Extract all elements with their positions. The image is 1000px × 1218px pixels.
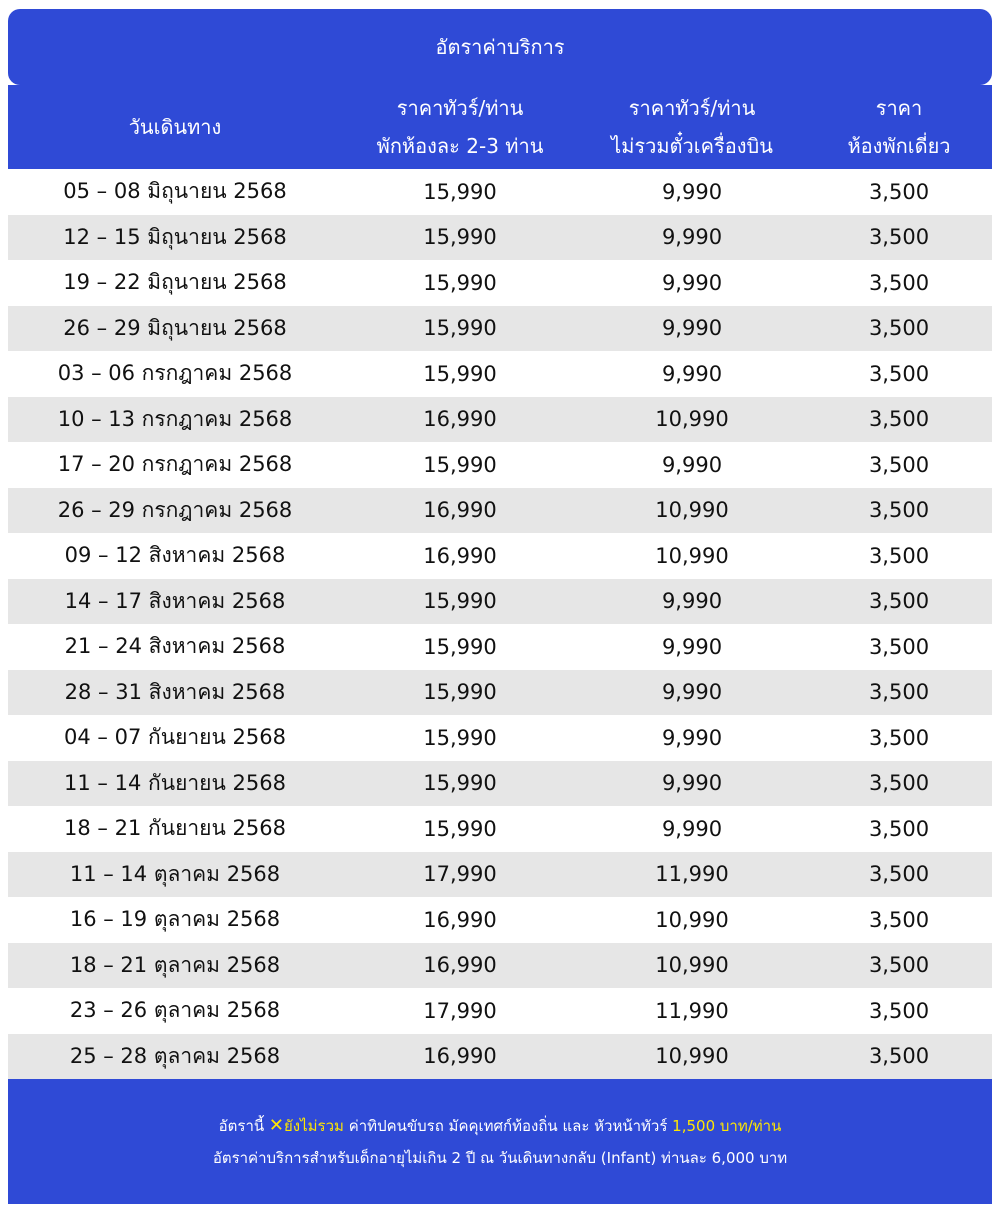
header-tour-price [342,85,578,169]
table-row [8,897,992,943]
cross-icon: ✕ [268,1114,285,1136]
cell-travel-date: 25 – 28 ตุลาคม 2568 [69,1043,281,1068]
table-row [8,169,992,215]
cell-travel-date: 12 – 15 มิถุนายน 2568 [63,224,287,249]
cell-travel-date: 03 – 06 กรกฎาคม 2568 [57,361,293,386]
cell-price-no-flight: 9,990 [661,680,723,705]
cell-price-no-flight: 9,990 [661,225,723,250]
cell-price-no-flight: 9,990 [661,270,723,295]
cell-price-no-flight: 10,990 [655,543,729,568]
cell-travel-date: 23 – 26 ตุลาคม 2568 [69,998,281,1023]
cell-price-no-flight: 10,990 [655,907,729,932]
header-price-no-flight [578,85,806,169]
cell-price-no-flight: 9,990 [661,361,723,386]
table-row [8,715,992,761]
cell-tour-price: 16,990 [423,1044,497,1069]
table-title [8,9,992,85]
table-row [8,670,992,716]
footer-infant-note: อัตราค่าบริการสำหรับเด็กอายุไม่เกิน 2 ปี ณ วันเดินทางกลับ (Infant) ท่านละ 6,000 บาท [212,1148,788,1167]
cell-price-no-flight: 9,990 [661,589,723,614]
cell-travel-date: 19 – 22 มิถุนายน 2568 [63,270,287,295]
cell-price-no-flight: 9,990 [661,452,723,477]
cell-price-no-flight: 9,990 [661,634,723,659]
cell-single-room: 3,500 [868,179,930,204]
cell-price-no-flight: 9,990 [661,816,723,841]
cell-tour-price: 16,990 [423,543,497,568]
table-row [8,306,992,352]
cell-travel-date: 04 – 07 กันยายน 2568 [64,725,286,750]
cell-price-no-flight: 10,990 [655,953,729,978]
cell-single-room: 3,500 [868,407,930,432]
header-single-room-line2: ห้องพักเดี่ยว [847,134,951,158]
table-header [8,85,992,169]
table-row [8,260,992,306]
cell-single-room: 3,500 [868,589,930,614]
cell-travel-date: 17 – 20 กรกฎาคม 2568 [57,452,293,477]
cell-price-no-flight: 9,990 [661,771,723,796]
table-row [8,533,992,579]
table-row [8,488,992,534]
cell-travel-date: 26 – 29 กรกฎาคม 2568 [57,497,293,522]
header-price-no-flight-line2: ไม่รวมตั๋วเครื่องบิน [611,134,773,158]
cell-price-no-flight: 10,990 [655,1044,729,1069]
cell-single-room: 3,500 [868,816,930,841]
cell-single-room: 3,500 [868,725,930,750]
cell-single-room: 3,500 [868,953,930,978]
cell-tour-price: 15,990 [423,270,497,295]
cell-travel-date: 16 – 19 ตุลาคม 2568 [69,907,281,932]
cell-price-no-flight: 9,990 [661,179,723,204]
cell-travel-date: 11 – 14 กันยายน 2568 [64,770,286,795]
cell-travel-date: 11 – 14 ตุลาคม 2568 [69,861,281,886]
table-title-text: อัตราค่าบริการ [435,35,565,59]
cell-price-no-flight: 11,990 [655,998,729,1023]
table-row [8,988,992,1034]
cell-single-room: 3,500 [868,998,930,1023]
cell-single-room: 3,500 [868,543,930,568]
table-row [8,397,992,443]
footer-notes [8,1079,992,1204]
cell-tour-price: 15,990 [423,452,497,477]
cell-tour-price: 17,990 [423,862,497,887]
cell-tour-price: 15,990 [423,225,497,250]
table-row [8,624,992,670]
cell-travel-date: 21 – 24 สิงหาคม 2568 [64,634,286,659]
cell-tour-price: 15,990 [423,634,497,659]
cell-single-room: 3,500 [868,225,930,250]
header-travel-date-label: วันเดินทาง [128,115,222,139]
header-single-room-line1: ราคา [875,96,923,120]
cell-travel-date: 09 – 12 สิงหาคม 2568 [64,543,286,568]
cell-travel-date: 10 – 13 กรกฎาคม 2568 [57,406,293,431]
footer-excluded-items: ค่าทิปคนขับรถ มัคคุเทศก์ท้องถิ่น และ หัวหน้าทัวร์ [348,1116,668,1135]
header-single-room [806,85,992,169]
cell-price-no-flight: 11,990 [655,862,729,887]
table-row [8,761,992,807]
cell-single-room: 3,500 [868,862,930,887]
footer-note-line2 [213,1142,787,1174]
cell-travel-date: 18 – 21 ตุลาคม 2568 [69,952,281,977]
table-row [8,215,992,261]
cell-price-no-flight: 9,990 [661,316,723,341]
footer-note-line1 [219,1110,782,1142]
cell-tour-price: 15,990 [423,316,497,341]
cell-single-room: 3,500 [868,634,930,659]
table-row [8,852,992,898]
footer-not-included: ยังไม่รวม [284,1116,344,1135]
header-tour-price-line2: พักห้องละ 2-3 ท่าน [376,134,544,158]
table-row [8,579,992,625]
table-row [8,943,992,989]
cell-travel-date: 28 – 31 สิงหาคม 2568 [64,679,286,704]
cell-tour-price: 16,990 [423,407,497,432]
cell-single-room: 3,500 [868,361,930,386]
cell-price-no-flight: 10,990 [655,498,729,523]
cell-tour-price: 15,990 [423,589,497,614]
cell-single-room: 3,500 [868,1044,930,1069]
cell-tour-price: 16,990 [423,498,497,523]
cell-single-room: 3,500 [868,270,930,295]
header-tour-price-line1: ราคาทัวร์/ท่าน [396,96,524,120]
header-price-no-flight-line1: ราคาทัวร์/ท่าน [628,96,756,120]
cell-single-room: 3,500 [868,452,930,477]
cell-tour-price: 15,990 [423,725,497,750]
cell-tour-price: 16,990 [423,953,497,978]
cell-travel-date: 14 – 17 สิงหาคม 2568 [64,588,286,613]
cell-single-room: 3,500 [868,316,930,341]
cell-tour-price: 16,990 [423,907,497,932]
cell-travel-date: 18 – 21 กันยายน 2568 [64,816,286,841]
cell-tour-price: 15,990 [423,361,497,386]
header-travel-date [8,85,342,169]
cell-single-room: 3,500 [868,680,930,705]
table-row [8,442,992,488]
cell-tour-price: 15,990 [423,816,497,841]
cell-travel-date: 26 – 29 มิถุนายน 2568 [63,315,287,340]
cell-tour-price: 15,990 [423,680,497,705]
cell-price-no-flight: 9,990 [661,725,723,750]
footer-prefix: อัตรานี้ [218,1116,265,1135]
cell-single-room: 3,500 [868,498,930,523]
table-row [8,1034,992,1080]
footer-tip-amount: 1,500 บาท/ท่าน [672,1116,782,1135]
cell-price-no-flight: 10,990 [655,407,729,432]
cell-travel-date: 05 – 08 มิถุนายน 2568 [63,179,287,204]
cell-tour-price: 15,990 [423,179,497,204]
table-body [8,169,992,1079]
table-row [8,351,992,397]
cell-single-room: 3,500 [868,907,930,932]
cell-tour-price: 15,990 [423,771,497,796]
table-row [8,806,992,852]
cell-tour-price: 17,990 [423,998,497,1023]
cell-single-room: 3,500 [868,771,930,796]
